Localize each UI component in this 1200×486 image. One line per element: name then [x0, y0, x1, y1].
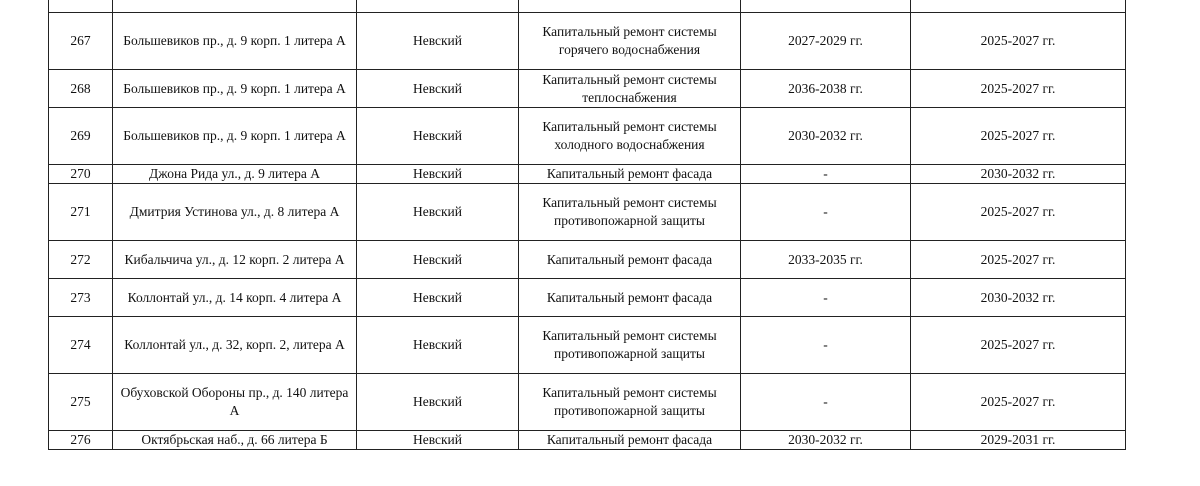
cell-district: Невский — [357, 165, 519, 184]
cell-no: 274 — [49, 317, 113, 374]
cell-work: Капитальный ремонт системы горячего водоснабжения — [519, 13, 741, 70]
cell-period-new — [911, 0, 1126, 13]
cell-period-plan: 2030-2032 гг. — [741, 431, 911, 450]
cell-period-new: 2030-2032 гг. — [911, 279, 1126, 317]
cell-work: Капитальный ремонт фасада — [519, 165, 741, 184]
table-row — [49, 374, 1126, 431]
cell-address: Октябрьская наб., д. 66 литера Б — [113, 431, 357, 450]
cell-no: 269 — [49, 108, 113, 165]
cell-district: Невский — [357, 108, 519, 165]
cell-address — [113, 0, 357, 13]
cell-district: Невский — [357, 374, 519, 431]
cell-period-new: 2025-2027 гг. — [911, 184, 1126, 241]
cell-district: Невский — [357, 70, 519, 108]
cell-work: Капитальный ремонт системы противопожарной защиты — [519, 374, 741, 431]
cell-address: Обуховской Обороны пр., д. 140 литера А — [113, 374, 357, 431]
table-row — [49, 70, 1126, 108]
cell-period-new: 2025-2027 гг. — [911, 317, 1126, 374]
cell-district — [357, 0, 519, 13]
table-row — [49, 241, 1126, 279]
cell-no: 276 — [49, 431, 113, 450]
cell-no: 267 — [49, 13, 113, 70]
cell-period-plan: - — [741, 317, 911, 374]
cell-no — [49, 0, 113, 13]
cell-work: Капитальный ремонт фасада — [519, 431, 741, 450]
table-row — [49, 279, 1126, 317]
cell-district: Невский — [357, 184, 519, 241]
cell-period-plan — [741, 0, 911, 13]
cell-period-plan: - — [741, 279, 911, 317]
cell-work: Капитальный ремонт системы теплоснабжения — [519, 70, 741, 108]
cell-address: Дмитрия Устинова ул., д. 8 литера А — [113, 184, 357, 241]
cell-no: 268 — [49, 70, 113, 108]
cell-no: 273 — [49, 279, 113, 317]
cell-district: Невский — [357, 13, 519, 70]
cell-period-plan: 2027-2029 гг. — [741, 13, 911, 70]
cell-period-plan: 2033-2035 гг. — [741, 241, 911, 279]
repair-schedule-table — [48, 0, 1126, 450]
cell-district: Невский — [357, 279, 519, 317]
cell-period-plan: - — [741, 374, 911, 431]
cell-period-new: 2025-2027 гг. — [911, 13, 1126, 70]
table-row — [49, 317, 1126, 374]
cell-address: Джона Рида ул., д. 9 литера А — [113, 165, 357, 184]
cell-no: 272 — [49, 241, 113, 279]
table-row-partial — [49, 0, 1126, 13]
table-row — [49, 165, 1126, 184]
cell-period-plan: - — [741, 165, 911, 184]
table-row — [49, 184, 1126, 241]
cell-no: 275 — [49, 374, 113, 431]
table-row — [49, 108, 1126, 165]
cell-district: Невский — [357, 317, 519, 374]
cell-period-plan: 2030-2032 гг. — [741, 108, 911, 165]
cell-work: Капитальный ремонт системы противопожарной защиты — [519, 184, 741, 241]
cell-period-new: 2025-2027 гг. — [911, 374, 1126, 431]
cell-work: Капитальный ремонт системы противопожарной защиты — [519, 317, 741, 374]
cell-work: Капитальный ремонт системы холодного водоснабжения — [519, 108, 741, 165]
cell-address: Большевиков пр., д. 9 корп. 1 литера А — [113, 13, 357, 70]
cell-period-new: 2030-2032 гг. — [911, 165, 1126, 184]
cell-work — [519, 0, 741, 13]
cell-address: Коллонтай ул., д. 14 корп. 4 литера А — [113, 279, 357, 317]
table-row — [49, 13, 1126, 70]
cell-address: Коллонтай ул., д. 32, корп. 2, литера А — [113, 317, 357, 374]
cell-period-new: 2029-2031 гг. — [911, 431, 1126, 450]
cell-district: Невский — [357, 431, 519, 450]
cell-period-new: 2025-2027 гг. — [911, 70, 1126, 108]
table-row — [49, 431, 1126, 450]
cell-work: Капитальный ремонт фасада — [519, 279, 741, 317]
cell-no: 270 — [49, 165, 113, 184]
cell-period-plan: 2036-2038 гг. — [741, 70, 911, 108]
cell-work: Капитальный ремонт фасада — [519, 241, 741, 279]
cell-period-new: 2025-2027 гг. — [911, 108, 1126, 165]
cell-period-plan: - — [741, 184, 911, 241]
cell-address: Большевиков пр., д. 9 корп. 1 литера А — [113, 70, 357, 108]
cell-period-new: 2025-2027 гг. — [911, 241, 1126, 279]
cell-district: Невский — [357, 241, 519, 279]
cell-address: Большевиков пр., д. 9 корп. 1 литера А — [113, 108, 357, 165]
cell-no: 271 — [49, 184, 113, 241]
cell-address: Кибальчича ул., д. 12 корп. 2 литера А — [113, 241, 357, 279]
